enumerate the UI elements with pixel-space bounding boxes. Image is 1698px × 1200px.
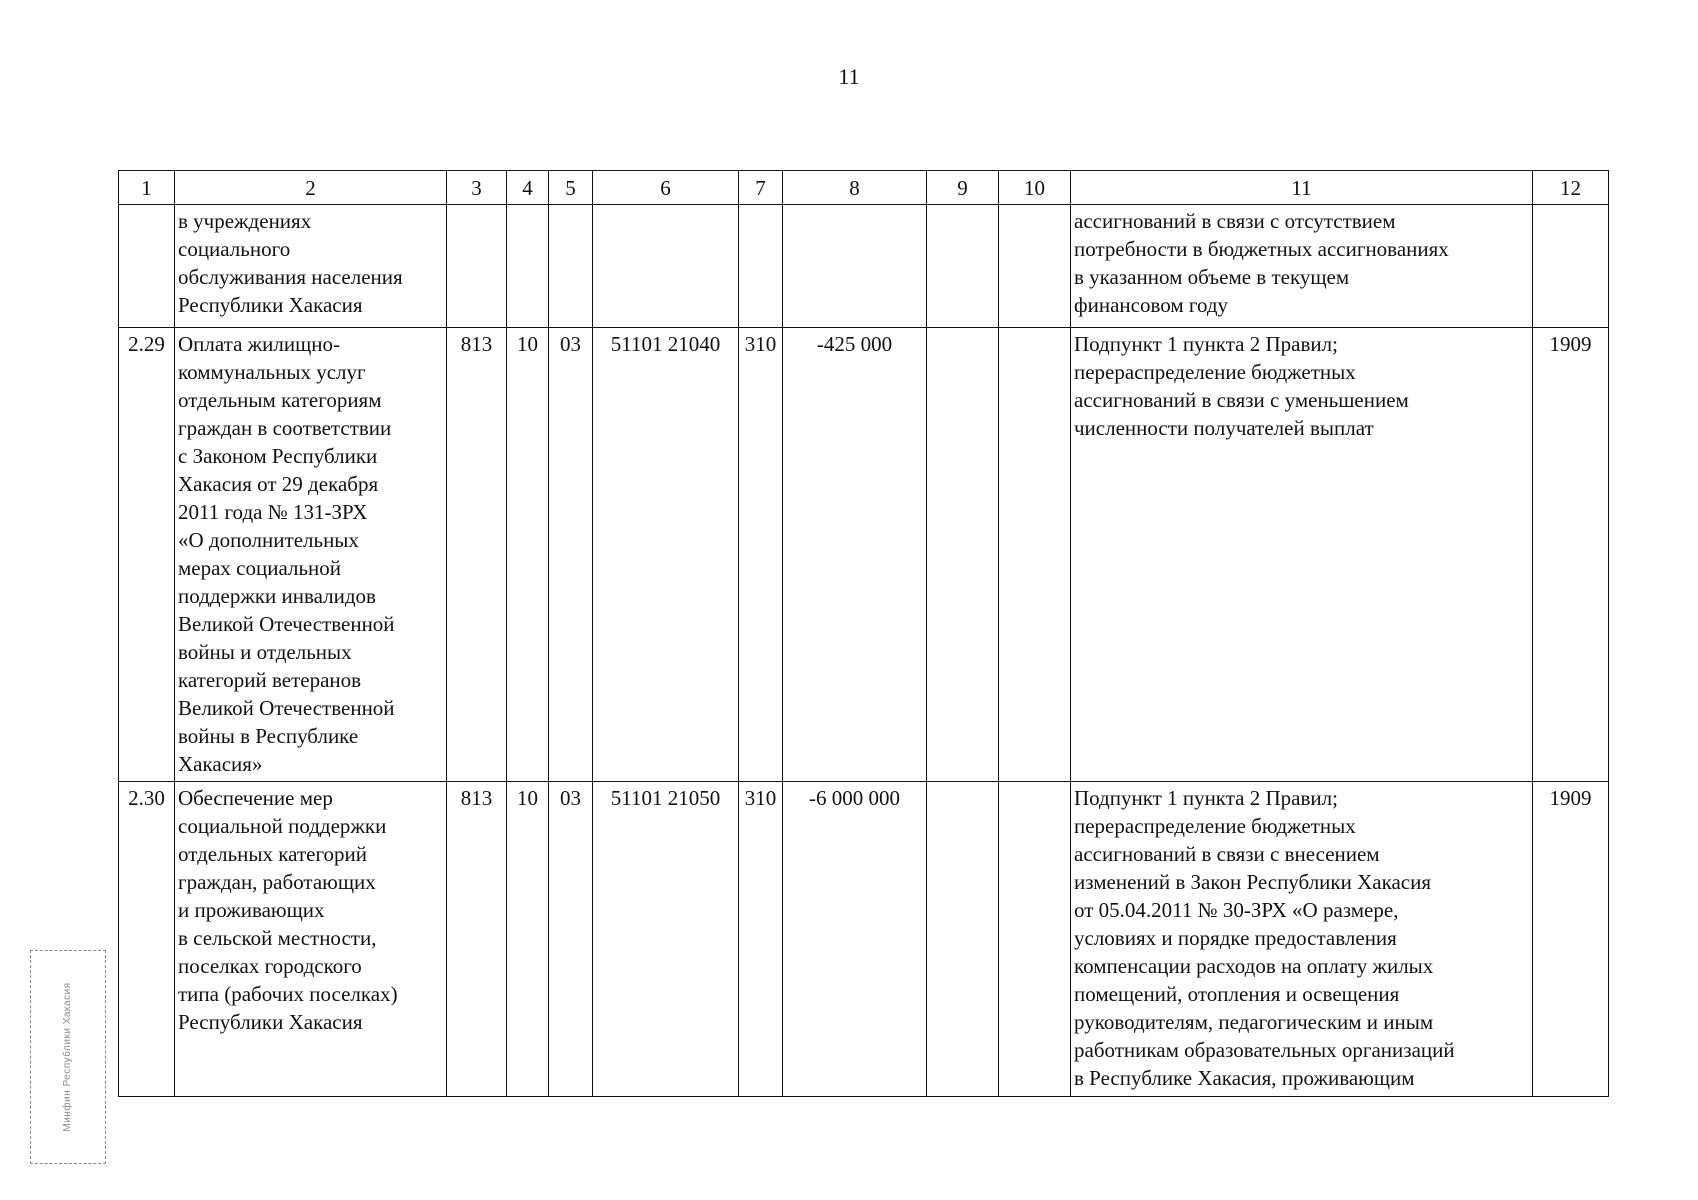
cell-col-10 xyxy=(999,782,1071,1097)
cell-col-5: 03 xyxy=(549,328,593,782)
registration-stamp xyxy=(30,950,106,1164)
column-header: 8 xyxy=(783,171,927,205)
cell-col-6 xyxy=(593,205,739,328)
column-header: 5 xyxy=(549,171,593,205)
row-number: 2.29 xyxy=(119,328,175,782)
cell-col-9 xyxy=(927,328,999,782)
column-header: 10 xyxy=(999,171,1071,205)
cell-col-8: -6 000 000 xyxy=(783,782,927,1097)
cell-col-3: 813 xyxy=(447,328,507,782)
column-header: 9 xyxy=(927,171,999,205)
basis-text: Подпункт 1 пункта 2 Правил; перераспределение бюджетных ассигнований в связи с уменьшением численности получателей выплат xyxy=(1071,328,1533,782)
cell-col-7: 310 xyxy=(739,782,783,1097)
cell-col-10 xyxy=(999,328,1071,782)
column-header: 11 xyxy=(1071,171,1533,205)
cell-col-12: 1909 xyxy=(1533,782,1609,1097)
basis-text: Подпункт 1 пункта 2 Правил; перераспределение бюджетных ассигнований в связи с внесением изменений в Закон Республики Хакасия от 05.04.2011 № 30-ЗРХ «О размере, условиях и порядке предоставления компенсации расходов на оплату жилых помещений, отопления и освещения руководителям, педагогическим и иным работникам образовательных организаций в Республике Хакасия, проживающим xyxy=(1071,782,1533,1097)
cell-col-7 xyxy=(739,205,783,328)
cell-col-9 xyxy=(927,205,999,328)
column-header: 1 xyxy=(119,171,175,205)
table-row xyxy=(119,782,1609,1097)
cell-col-9 xyxy=(927,782,999,1097)
column-header: 6 xyxy=(593,171,739,205)
column-header: 2 xyxy=(175,171,447,205)
page-number: 11 xyxy=(838,64,860,89)
cell-col-8: -425 000 xyxy=(783,328,927,782)
cell-col-4: 10 xyxy=(507,782,549,1097)
table-row xyxy=(119,328,1609,782)
column-header: 12 xyxy=(1533,171,1609,205)
basis-text: ассигнований в связи с отсутствием потребности в бюджетных ассигнованиях в указанном объеме в текущем финансовом году xyxy=(1071,205,1533,328)
cell-col-8 xyxy=(783,205,927,328)
cell-col-6: 51101 21040 xyxy=(593,328,739,782)
cell-col-6: 51101 21050 xyxy=(593,782,739,1097)
row-number: 2.30 xyxy=(119,782,175,1097)
cell-col-5: 03 xyxy=(549,782,593,1097)
cell-col-4 xyxy=(507,205,549,328)
column-header: 7 xyxy=(739,171,783,205)
column-header: 4 xyxy=(507,171,549,205)
table-header-row xyxy=(119,171,1609,205)
stamp-text: Минфин Республики Хакасия xyxy=(62,982,73,1132)
expense-name: Оплата жилищно- коммунальных услуг отдельным категориям граждан в соответствии с Законом Республики Хакасия от 29 декабря 2011 года № 131-ЗРХ «О дополнительных мерах социальной поддержки инвалидов Великой Отечественной войны и отдельных категорий ветеранов Великой Отечественной войны в Республике Хакасия» xyxy=(175,328,447,782)
expense-name: Обеспечение мер социальной поддержки отдельных категорий граждан, работающих и проживающих в сельской местности, поселках городского типа (рабочих поселках) Республики Хакасия xyxy=(175,782,447,1097)
cell-col-3: 813 xyxy=(447,782,507,1097)
column-header: 3 xyxy=(447,171,507,205)
budget-table xyxy=(118,170,1609,1097)
cell-col-7: 310 xyxy=(739,328,783,782)
table-row xyxy=(119,205,1609,328)
cell-col-5 xyxy=(549,205,593,328)
cell-col-4: 10 xyxy=(507,328,549,782)
cell-col-10 xyxy=(999,205,1071,328)
expense-name: в учреждениях социального обслуживания населения Республики Хакасия xyxy=(175,205,447,328)
row-number xyxy=(119,205,175,328)
cell-col-3 xyxy=(447,205,507,328)
cell-col-12: 1909 xyxy=(1533,328,1609,782)
cell-col-12 xyxy=(1533,205,1609,328)
